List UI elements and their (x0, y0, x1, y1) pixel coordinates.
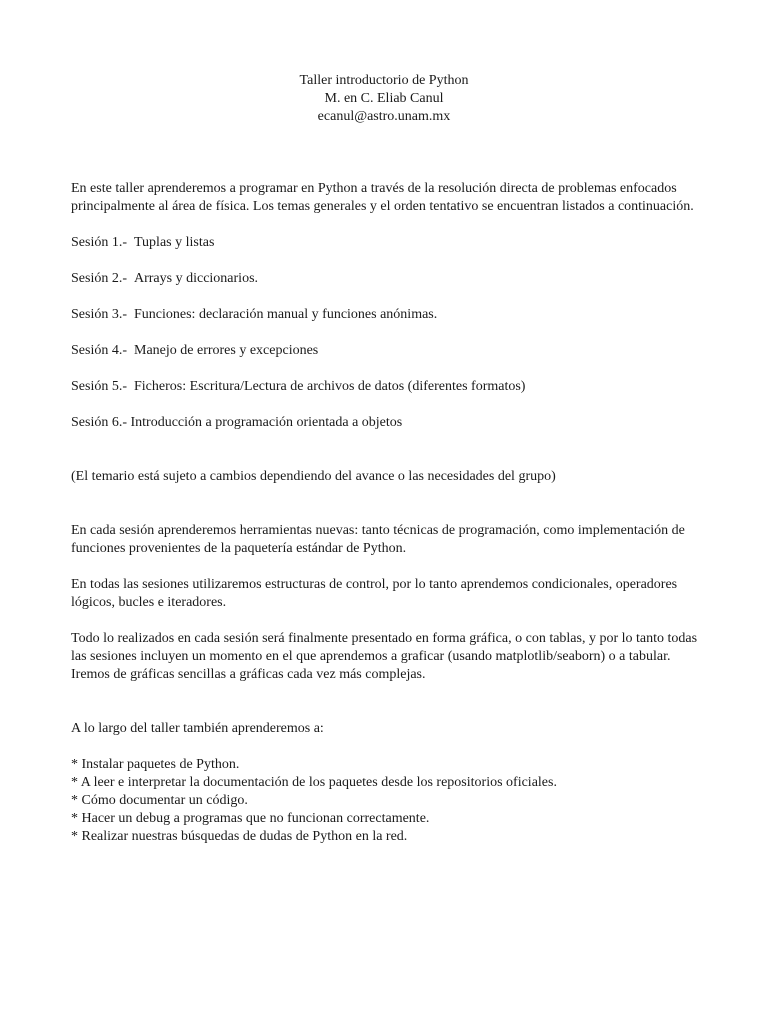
session-topic: Tuplas y listas (134, 235, 215, 250)
author-email: ecanul@astro.unam.mx (317, 109, 451, 124)
list-item: * Instalar paquetes de Python. (71, 757, 240, 772)
session-topic: Funciones: declaración manual y funciones anónimas. (134, 307, 438, 322)
session-item (71, 270, 711, 288)
document-header (0, 72, 768, 126)
list-item: * A leer e interpretar la documentación de los paquetes desde los repositorios oficiales. (71, 775, 557, 790)
also-learn-heading: A lo largo del taller también aprenderemos a: (71, 721, 324, 736)
session-topic: Manejo de errores y excepciones (134, 343, 319, 358)
session-item (71, 306, 711, 324)
intro-paragraph: En este taller aprenderemos a programar en Python a través de la resolución directa de problemas enfocados principalmente al área de física. Los temas generales y el orden tentativo se encuentran listados a continuación. (71, 181, 694, 214)
session-topic: Introducción a programación orientada a objetos (130, 415, 403, 430)
syllabus-note: (El temario está sujeto a cambios dependiendo del avance o las necesidades del grupo) (71, 469, 556, 484)
session-list (71, 234, 711, 432)
session-topic: Arrays y diccionarios. (134, 271, 259, 286)
session-label: Sesión 5.- (71, 379, 127, 394)
body-paragraph: En cada sesión aprenderemos herramientas nuevas: tanto técnicas de programación, como implementación de funciones provenientes de la paquetería estándar de Python. (71, 523, 685, 556)
document-body (71, 180, 711, 846)
session-label: Sesión 1.- (71, 235, 127, 250)
document-title: Taller introductorio de Python (299, 73, 469, 88)
session-label: Sesión 3.- (71, 307, 127, 322)
session-item (71, 342, 711, 360)
session-item (71, 378, 711, 396)
list-item: * Cómo documentar un código. (71, 793, 248, 808)
list-item: * Realizar nuestras búsquedas de dudas de Python en la red. (71, 829, 408, 844)
list-item: * Hacer un debug a programas que no funcionan correctamente. (71, 811, 430, 826)
author-name: M. en C. Eliab Canul (324, 91, 444, 106)
session-label: Sesión 6.- (71, 415, 127, 430)
session-topic: Ficheros: Escritura/Lectura de archivos de datos (diferentes formatos) (134, 379, 526, 394)
session-item (71, 234, 711, 252)
session-label: Sesión 2.- (71, 271, 127, 286)
body-paragraph: Todo lo realizados en cada sesión será finalmente presentado en forma gráfica, o con tablas, y por lo tanto todas las sesiones incluyen un momento en el que aprendemos a graficar (usando matplotlib/seaborn) o a tabular. Iremos de gráficas sencillas a gráficas cada vez más complejas. (71, 631, 698, 682)
session-label: Sesión 4.- (71, 343, 127, 358)
body-paragraph: En todas las sesiones utilizaremos estructuras de control, por lo tanto aprendemos condicionales, operadores lógicos, bucles e iteradores. (71, 577, 678, 610)
session-item (71, 414, 711, 432)
also-learn-list (71, 756, 711, 846)
